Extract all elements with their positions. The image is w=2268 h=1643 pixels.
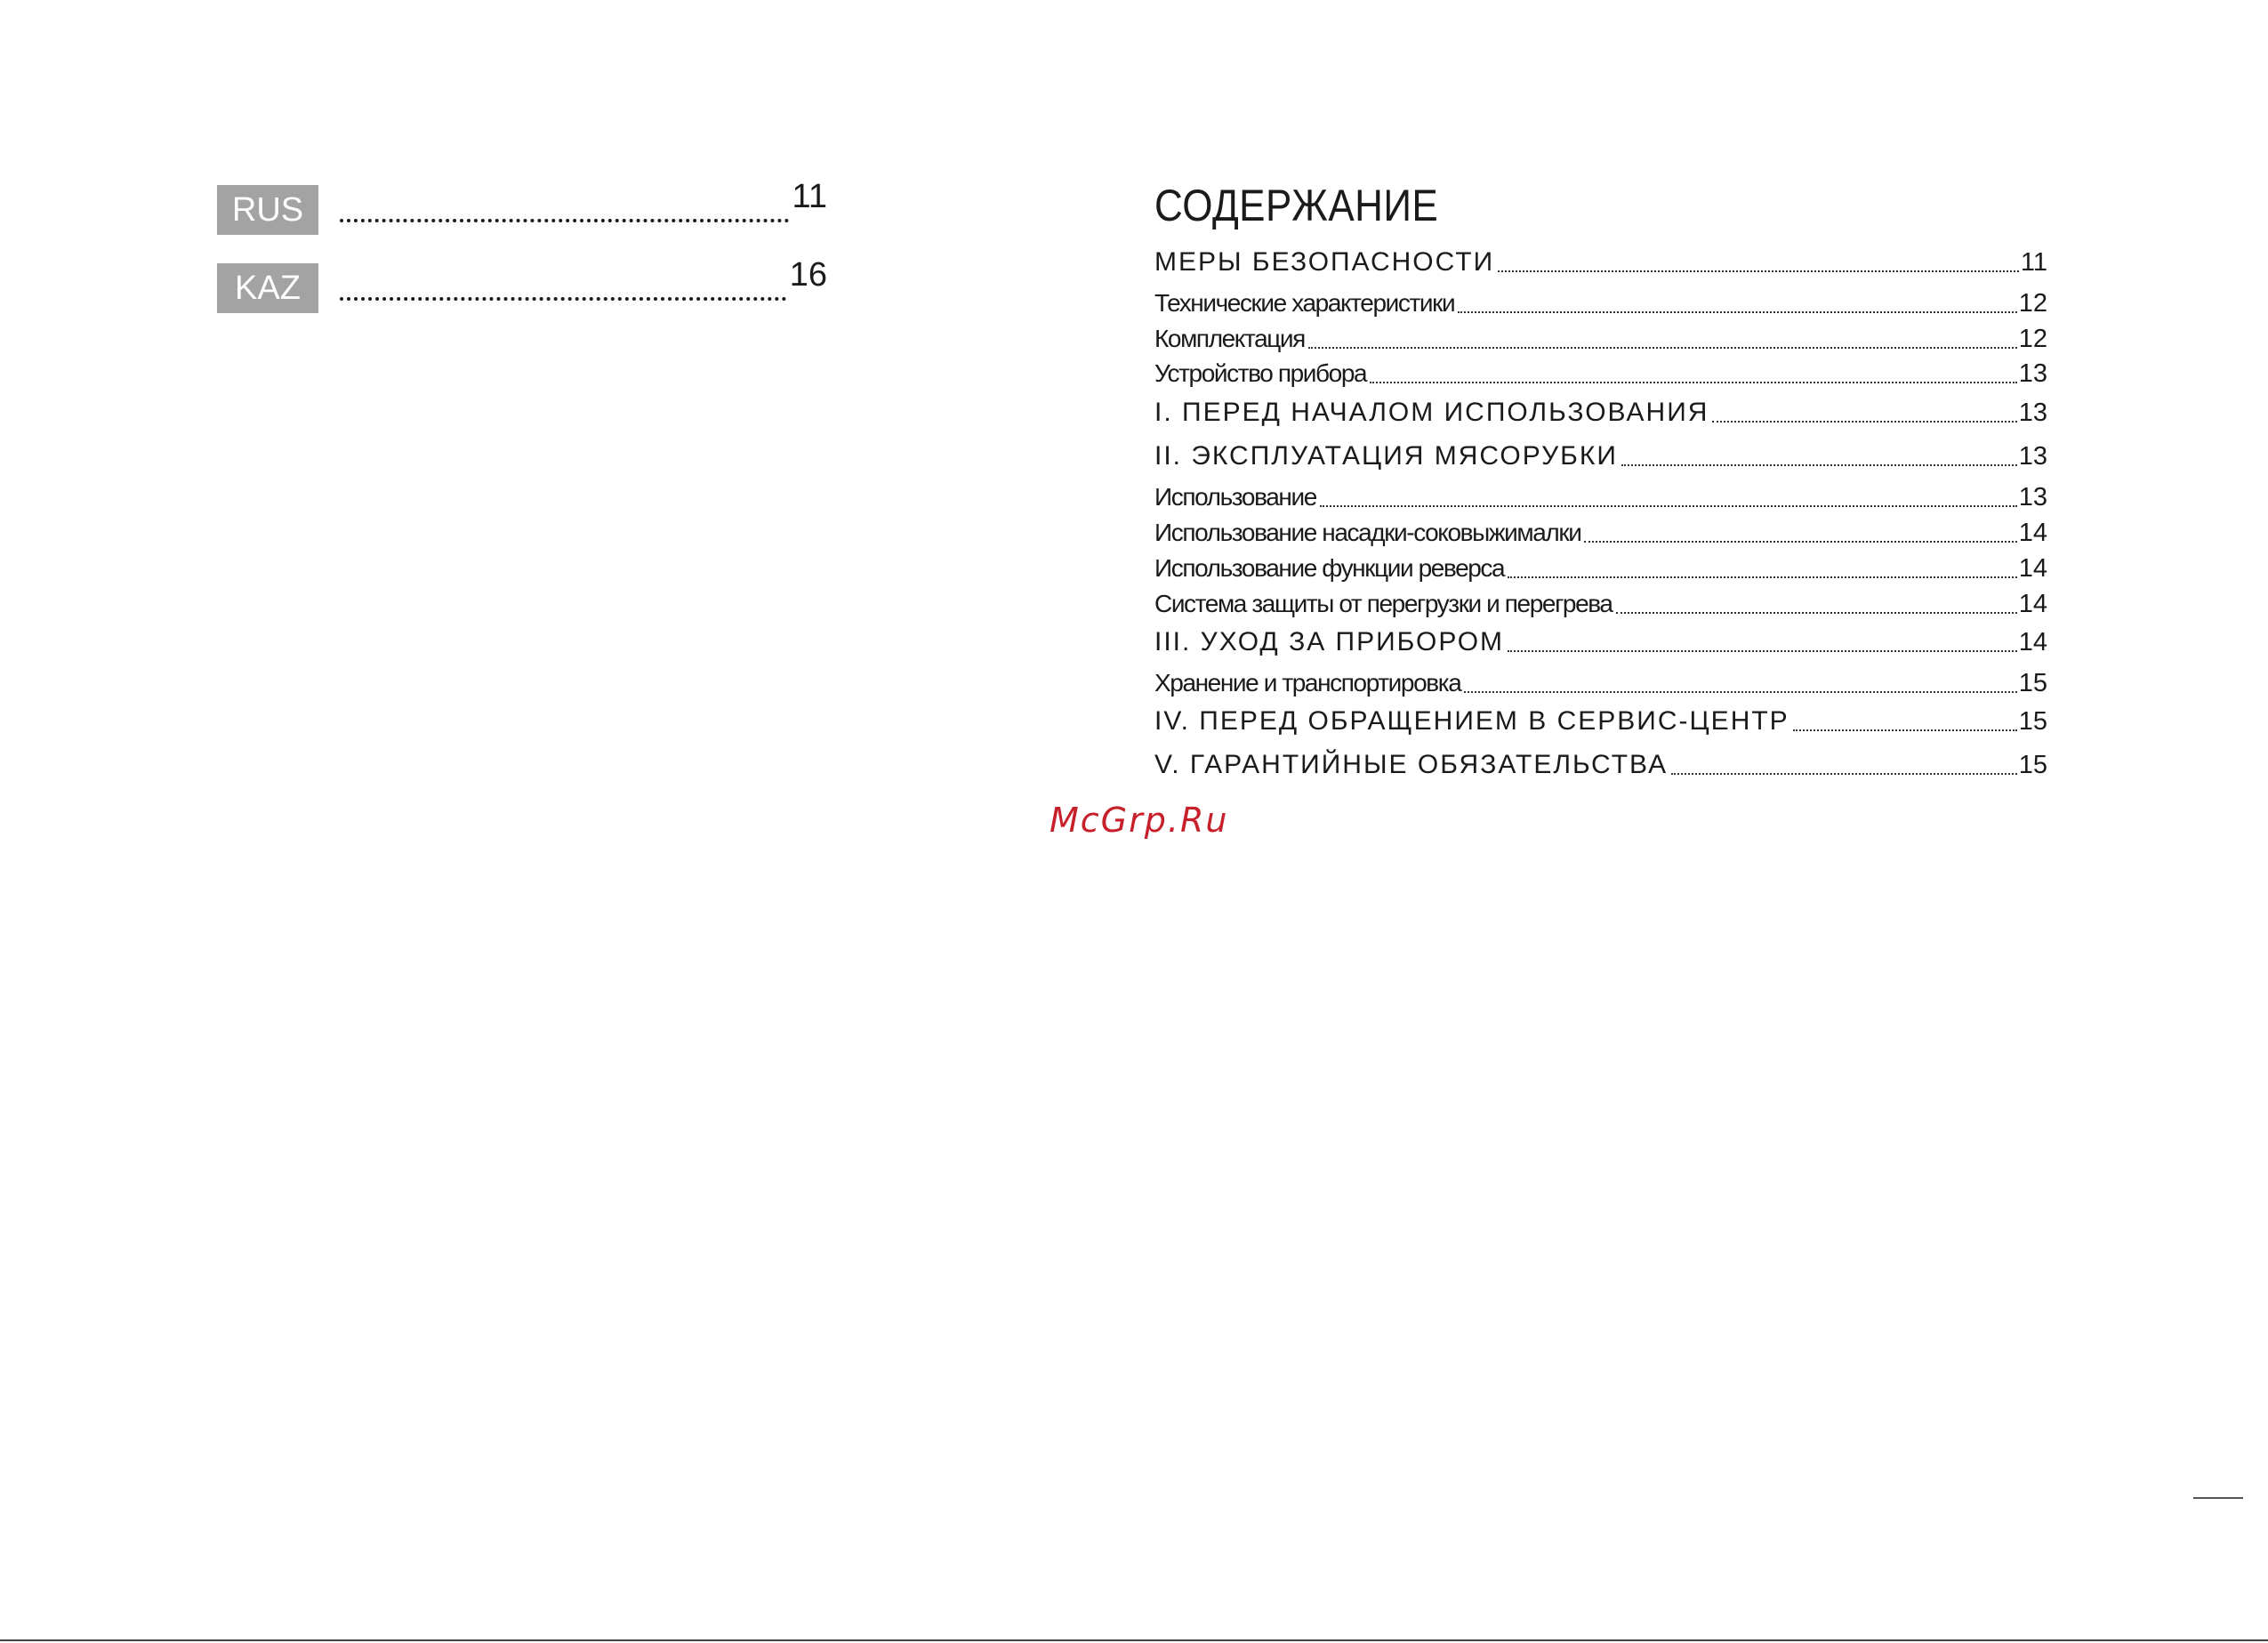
leader-dots xyxy=(340,297,786,301)
toc-entry-text: Хранение и транспортировка xyxy=(1154,669,1461,697)
leader-dots xyxy=(1320,505,2017,507)
toc-entry-page: 13 xyxy=(2018,359,2047,388)
toc-entry[interactable] xyxy=(1154,519,2047,548)
toc-entry-text: МЕРЫ БЕЗОПАСНОСТИ xyxy=(1154,247,1495,277)
toc-entry-text: Система защиты от перегрузки и перегрева xyxy=(1154,590,1613,617)
leader-dots xyxy=(1464,691,2016,693)
lang-badge-rus: RUS xyxy=(217,185,318,235)
toc-entry-text: Устройство прибора xyxy=(1154,359,1367,387)
leader-dots xyxy=(1508,650,2017,652)
toc-entry-text: Использование xyxy=(1154,483,1316,511)
toc-entry-page: 15 xyxy=(2018,669,2047,697)
toc-entry[interactable] xyxy=(1154,627,2047,657)
toc-entry-text: Использование функции реверса xyxy=(1154,554,1505,582)
lang-page-number: 16 xyxy=(789,256,827,294)
leader-dots xyxy=(1584,541,2016,543)
toc-entry[interactable] xyxy=(1154,289,2047,318)
toc-entry[interactable] xyxy=(1154,247,2047,278)
toc-entry-page: 13 xyxy=(2018,399,2047,427)
toc-entry-page: 15 xyxy=(2018,707,2047,736)
toc-entry-text: Комплектация xyxy=(1154,325,1305,352)
leader-dots xyxy=(1671,773,2017,775)
watermark: McGrp.Ru xyxy=(1050,801,1229,840)
toc-entry-page: 12 xyxy=(2018,289,2047,318)
toc-entry-text: Использование насадки-соковыжималки xyxy=(1154,519,1581,546)
toc-title: СОДЕРЖАНИЕ xyxy=(1154,181,1439,230)
toc-entry-page: 12 xyxy=(2018,325,2047,353)
toc-entry[interactable] xyxy=(1154,590,2047,619)
leader-dots xyxy=(1793,729,2017,731)
toc-entry-text: III. УХОД ЗА ПРИБОРОМ xyxy=(1154,627,1505,656)
lang-page-number: 11 xyxy=(792,178,827,215)
toc-entry-page: 14 xyxy=(2018,590,2047,618)
leader-dots xyxy=(1616,612,2017,614)
bottom-rule xyxy=(0,1639,2268,1641)
toc-entry-page: 11 xyxy=(2020,248,2047,277)
toc-entry-text: IV. ПЕРЕД ОБРАЩЕНИЕМ В СЕРВИС-ЦЕНТР xyxy=(1154,706,1789,736)
toc-entry[interactable] xyxy=(1154,441,2047,471)
toc-entry-text: II. ЭКСПЛУАТАЦИЯ МЯСОРУБКИ xyxy=(1154,441,1618,471)
leader-dots xyxy=(1370,382,2017,383)
toc-entry-text: Технические характеристики xyxy=(1154,289,1455,317)
leader-dots xyxy=(1308,347,2017,349)
leader-dots xyxy=(340,219,789,222)
toc-entry-page: 14 xyxy=(2018,554,2047,583)
toc-entry-text: I. ПЕРЕД НАЧАЛОМ ИСПОЛЬЗОВАНИЯ xyxy=(1154,398,1709,427)
leader-dots xyxy=(1621,464,2017,466)
toc-entry[interactable] xyxy=(1154,750,2047,780)
toc-entry[interactable] xyxy=(1154,554,2047,584)
toc-entry[interactable] xyxy=(1154,398,2047,428)
toc-entry[interactable] xyxy=(1154,359,2047,389)
leader-dots xyxy=(1498,270,2019,272)
toc-entry-page: 13 xyxy=(2018,483,2047,511)
lang-row-rus[interactable] xyxy=(217,178,827,235)
lang-badge-kaz: KAZ xyxy=(217,263,318,313)
toc-entry-page: 14 xyxy=(2018,628,2047,656)
toc-entry-page: 15 xyxy=(2018,751,2047,779)
toc-entry-page: 13 xyxy=(2018,442,2047,471)
toc-entry[interactable] xyxy=(1154,669,2047,698)
lang-row-kaz[interactable] xyxy=(217,256,827,313)
toc-entry[interactable] xyxy=(1154,325,2047,354)
leader-dots xyxy=(1508,576,2017,578)
corner-rule xyxy=(2193,1497,2243,1499)
leader-dots xyxy=(1458,311,2017,313)
leader-dots xyxy=(1712,421,2016,423)
toc-entry-page: 14 xyxy=(2018,519,2047,547)
toc-entry-text: V. ГАРАНТИЙНЫЕ ОБЯЗАТЕЛЬСТВА xyxy=(1154,750,1669,779)
toc-entry[interactable] xyxy=(1154,706,2047,737)
toc-entry[interactable] xyxy=(1154,483,2047,512)
